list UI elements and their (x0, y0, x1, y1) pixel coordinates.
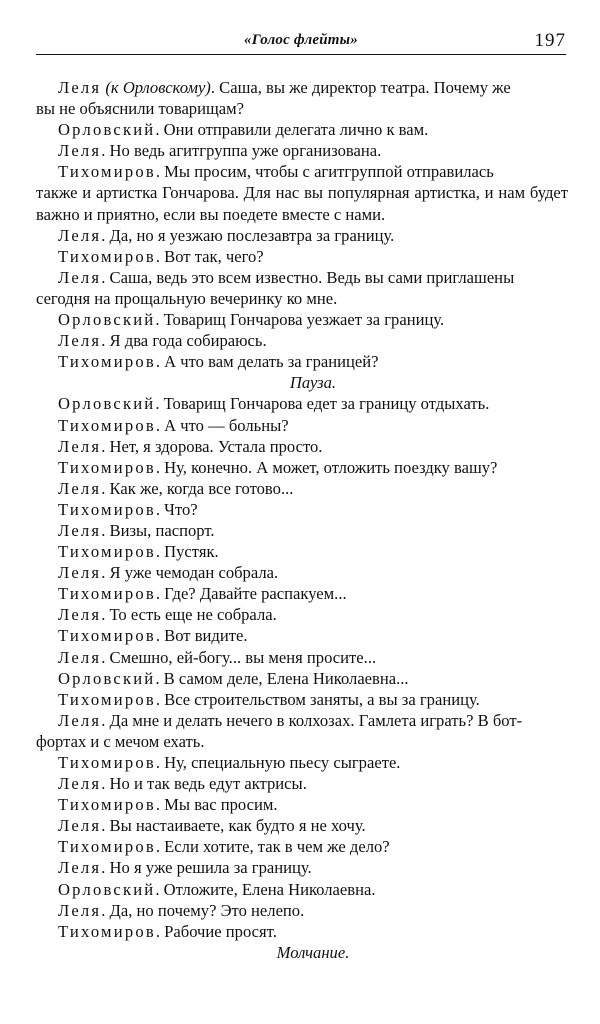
speaker-name: Леля (58, 900, 102, 920)
speech-text: . Что? (155, 499, 198, 519)
speaker-name: Тихомиров (58, 921, 156, 941)
speaker-name: Леля (58, 520, 102, 540)
dialogue-line (58, 668, 568, 689)
speaker-name: Тихомиров (58, 457, 156, 477)
page-number: 197 (534, 30, 566, 51)
speech-text: . Но я уже решила за границу. (101, 858, 312, 878)
speaker-name: Леля (58, 225, 102, 245)
stage-direction: Пауза. (289, 373, 337, 393)
speech-text: . Мы вас просим. (155, 795, 278, 815)
stage-direction: Молчание. (276, 942, 350, 962)
dialogue-line (58, 393, 568, 414)
dialogue-line (58, 351, 568, 372)
speech-text: . Я уже чемодан собрала. (101, 563, 279, 583)
speaker-name: Тихомиров (58, 689, 156, 709)
dialogue-line (58, 415, 568, 436)
speech-text: . Визы, паспорт. (101, 520, 215, 540)
speech-text: . А что вам делать за границей? (155, 352, 379, 372)
speech-continuation: фортах и с мечом ехать. (36, 731, 205, 751)
dialogue-line (36, 77, 568, 119)
speech-text: . Мы просим, чтобы с агитгруппой отправилась (155, 162, 494, 182)
stage-aside: (к Орловскому) (105, 78, 211, 97)
speaker-name: Орловский (58, 310, 156, 330)
speaker-name: Тихомиров (58, 626, 156, 646)
speaker-name: Орловский (58, 879, 156, 899)
dialogue-line (58, 140, 568, 161)
speaker-name: Леля (58, 774, 102, 794)
dialogue-line (58, 921, 568, 942)
speaker-name: Тихомиров (58, 542, 156, 562)
dialogue-line (36, 267, 568, 309)
dialogue-line (36, 710, 568, 752)
dialogue-line (58, 457, 568, 478)
dialogue-line (58, 520, 568, 541)
dialogue-line (58, 119, 568, 140)
speech-text: . Да, но почему? Это нелепо. (101, 900, 305, 920)
dialogue-line (58, 815, 568, 836)
speaker-name: Леля (58, 436, 102, 456)
running-header (36, 30, 566, 55)
speaker-name: Тихомиров (58, 499, 156, 519)
dialogue-line (58, 752, 568, 773)
speech-text: . Как же, когда все готово... (101, 478, 294, 498)
speaker-name: Леля (58, 816, 102, 836)
speaker-name: Тихомиров (58, 837, 156, 857)
speech-text: . Нет, я здорова. Устала просто. (101, 436, 323, 456)
speech-text: . Где? Давайте распакуем... (155, 584, 347, 604)
speech-text: . А что — больны? (155, 415, 289, 435)
speech-text: . Я два года собираюсь. (101, 331, 267, 351)
speech-text: . Ну, конечно. А может, отложить поездку вашу? (155, 457, 498, 477)
speech-text: . Но и так ведь едут актрисы. (101, 774, 307, 794)
speech-continuation: сегодня на прощальную вечеринку ко мне. (36, 288, 338, 308)
speech-text: . Рабочие просят. (155, 921, 277, 941)
speech-text: . Да, но я уезжаю послезавтра за границу. (101, 225, 395, 245)
speech-text: . Отложите, Елена Николаевна. (155, 879, 376, 899)
speech-text: . Вы настаиваете, как будто я не хочу. (101, 816, 366, 836)
dialogue-line (58, 246, 568, 267)
speech-text: . Саша, ведь это всем известно. Ведь вы сами приглашены (101, 267, 515, 287)
dialogue-line (58, 604, 568, 625)
speaker-name: Леля (58, 858, 102, 878)
speaker-name: Орловский (58, 120, 156, 140)
speaker-name: Тихомиров (58, 753, 156, 772)
speaker-name: Леля (58, 563, 102, 583)
speech-continuation: также и артистка Гончарова. Для нас вы популярная артистка, и нам будет важно и приятно, если вы поедете вместе с нами. (36, 183, 568, 224)
speech-text: . Если хотите, так в чем же дело? (155, 837, 390, 857)
dialogue-line (58, 330, 568, 351)
play-text (36, 77, 568, 963)
speaker-name: Леля (58, 605, 102, 625)
dialogue-line (58, 562, 568, 583)
speaker-name: Тихомиров (58, 162, 156, 182)
speech-text: . Товарищ Гончарова едет за границу отдыхать. (155, 394, 490, 414)
dialogue-line (58, 309, 568, 330)
dialogue-line (58, 647, 568, 668)
dialogue-line (36, 161, 568, 224)
dialogue-line (58, 499, 568, 520)
running-title: «Голос флейты» (244, 32, 358, 48)
speech-text: . Ну, специальную пьесу сыграете. (155, 753, 401, 772)
speech-text: . Они отправили делегата лично к вам. (155, 120, 429, 140)
dialogue-line (58, 836, 568, 857)
speech-text: . Но ведь агитгруппа уже организована. (101, 141, 382, 161)
speech-text: . Смешно, ей-богу... вы меня просите... (101, 647, 377, 667)
speech-text: . Саша, вы же директор театра. Почему же (210, 78, 511, 97)
speech-text: . То есть еще не собрала. (101, 605, 277, 625)
speaker-name: Орловский (58, 668, 156, 688)
speech-text: . В самом деле, Елена Николаевна... (155, 668, 409, 688)
speech-text: . Пустяк. (155, 542, 219, 562)
dialogue-line (58, 857, 568, 878)
speech-text: . Да мне и делать нечего в колхозах. Гамлета играть? В бот- (101, 710, 523, 730)
speech-text: . Вот так, чего? (155, 246, 264, 266)
speaker-name: Тихомиров (58, 584, 156, 604)
dialogue-line (58, 773, 568, 794)
dialogue-line (58, 625, 568, 646)
speech-text: . Все строительством заняты, а вы за границу. (155, 689, 480, 709)
speaker-name: Леля (58, 141, 102, 161)
speech-text: . Товарищ Гончарова уезжает за границу. (155, 310, 445, 330)
speaker-name: Леля (58, 331, 102, 351)
dialogue-line (58, 900, 568, 921)
speech-text: . Вот видите. (155, 626, 248, 646)
dialogue-line (58, 541, 568, 562)
speaker-name: Леля (58, 478, 102, 498)
dialogue-line (58, 879, 568, 900)
speaker-name: Тихомиров (58, 246, 156, 266)
dialogue-line (58, 689, 568, 710)
dialogue-line (58, 478, 568, 499)
dialogue-line (58, 583, 568, 604)
speaker-name: Тихомиров (58, 352, 156, 372)
speaker-name: Тихомиров (58, 795, 156, 815)
speaker-name: Леля (58, 78, 102, 97)
speaker-name: Орловский (58, 394, 156, 414)
speaker-name: Леля (58, 267, 102, 287)
speech-continuation: вы не объяснили товарищам? (36, 99, 244, 119)
dialogue-line (58, 794, 568, 815)
speaker-name: Леля (58, 710, 102, 730)
speaker-name: Леля (58, 647, 102, 667)
speaker-name: Тихомиров (58, 415, 156, 435)
dialogue-line (58, 225, 568, 246)
dialogue-line (58, 436, 568, 457)
